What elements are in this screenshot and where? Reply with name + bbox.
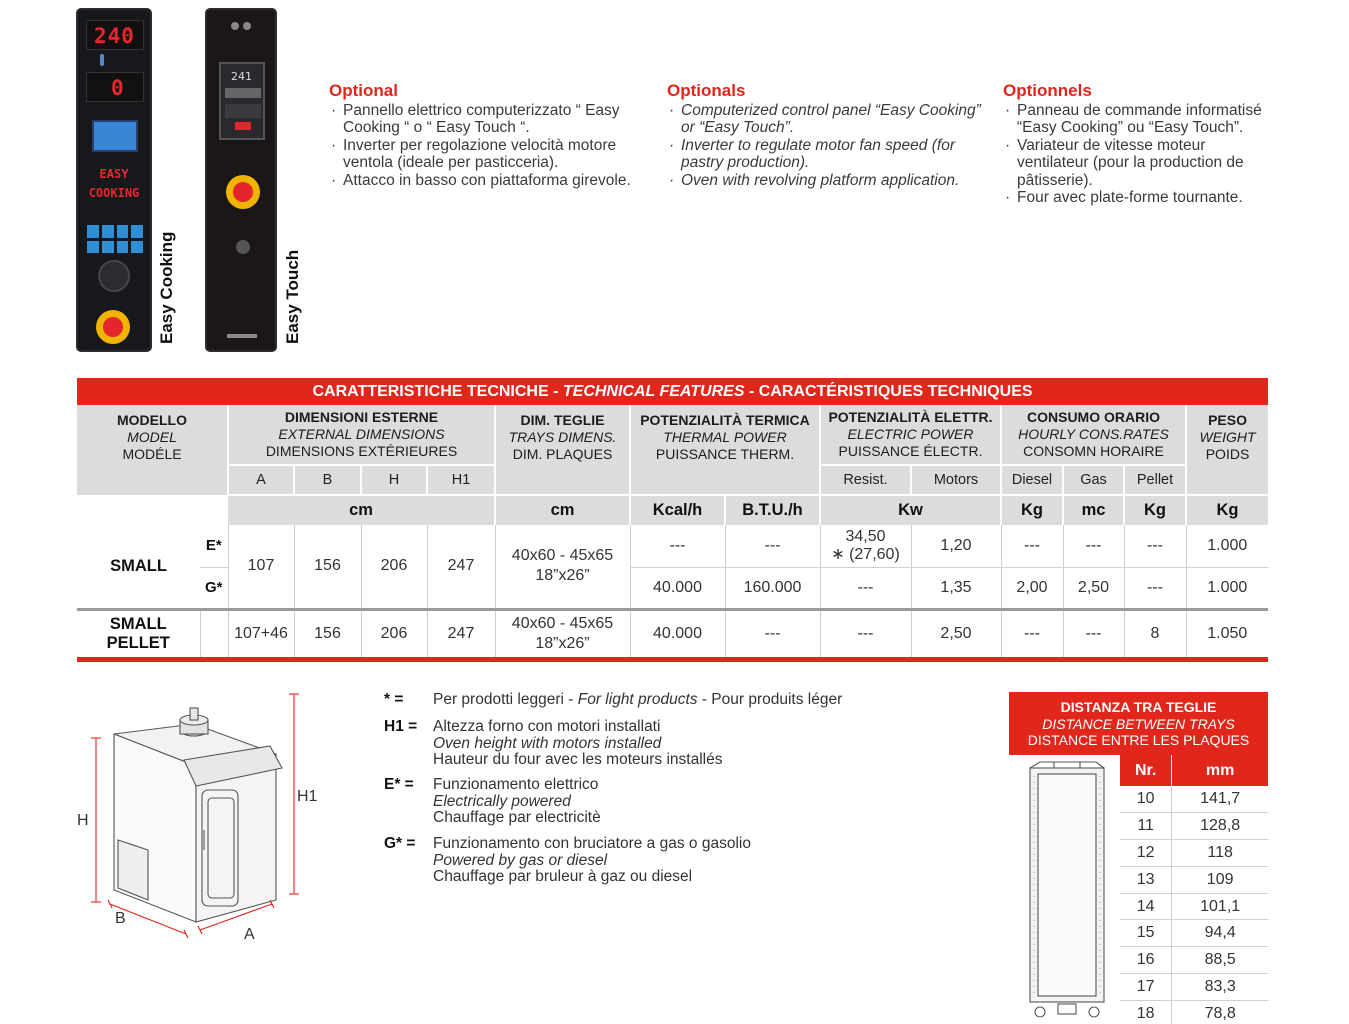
dim-a: 107+46 — [228, 609, 294, 659]
technical-features-table — [77, 378, 1268, 662]
easy-touch-panel-image — [205, 8, 277, 352]
optional-item: · Inverter to regulate motor fan speed (for pastry production). — [667, 137, 992, 172]
weight-value: 1.000 — [1186, 567, 1268, 609]
subheader-a: A — [228, 465, 294, 495]
unit-kw: Kw — [820, 495, 1001, 525]
motors-value: 1,20 — [911, 525, 1001, 567]
optional-item: · Oven with revolving platform application. — [667, 172, 992, 190]
gas-value: --- — [1063, 525, 1124, 567]
distance-table-title: DISTANZA TRA TEGLIE DISTANCE BETWEEN TRAYS DISTANCE ENTRE LES PLAQUES — [1009, 692, 1268, 755]
gas-indicator: G* — [200, 567, 228, 609]
dimension-b-label: B — [115, 910, 126, 927]
model-small-pellet: SMALL PELLET — [77, 609, 200, 659]
optional-french — [1003, 82, 1273, 207]
dimension-h1-label: H1 — [297, 788, 318, 805]
dim-h: 206 — [361, 609, 427, 659]
oven-dimension-diagram — [76, 690, 336, 943]
dim-h: 206 — [361, 525, 427, 609]
dim-b: 156 — [294, 609, 361, 659]
diesel-value: --- — [1001, 609, 1063, 659]
subheader-h1: H1 — [427, 465, 495, 495]
time-value: 0 — [111, 76, 125, 100]
unit-dimensions: cm — [228, 495, 495, 525]
unit-pellet: Kg — [1124, 495, 1186, 525]
column-header-nr: Nr. — [1120, 755, 1172, 786]
easy-cooking-label: Easy Cooking — [157, 231, 176, 344]
brand-plate — [227, 334, 257, 338]
table-row: 18 78,8 — [1120, 1000, 1268, 1024]
thermometer-icon — [100, 54, 104, 66]
gas-value: --- — [1063, 609, 1124, 659]
electric-indicator: E* — [200, 525, 228, 567]
header-external-dimensions: DIMENSIONI ESTERNE EXTERNAL DIMENSIONS DIMENSIONS EXTÉRIEURES — [228, 405, 495, 465]
btu-value: --- — [725, 609, 820, 659]
btu-value: --- — [725, 525, 820, 567]
unit-gas: mc — [1063, 495, 1124, 525]
optional-item: · Four avec plate-forme tournante. — [1003, 189, 1273, 207]
kcal-value: 40.000 — [630, 609, 725, 659]
table-row: 13 109 — [1120, 866, 1268, 893]
distance-between-trays-table — [1120, 755, 1268, 1024]
weight-value: 1.050 — [1186, 609, 1268, 659]
subheader-motors: Motors — [911, 465, 1001, 495]
optional-item: · Pannello elettrico computerizzato “ Easy Cooking “ o “ Easy Touch “. — [329, 102, 639, 137]
easy-cooking-brand: EASY COOKING — [88, 167, 140, 200]
table-row: 17 83,3 — [1120, 974, 1268, 1001]
touch-screen — [219, 62, 265, 140]
subheader-resist: Resist. — [820, 465, 911, 495]
temperature-display — [86, 20, 144, 50]
optional-italian — [329, 82, 639, 189]
optional-item: · Panneau de commande informatisé “Easy Cooking” ou “Easy Touch”. — [1003, 102, 1273, 137]
weight-value: 1.000 — [1186, 525, 1268, 567]
kcal-value: 40.000 — [630, 567, 725, 609]
easy-cooking-panel-image — [76, 8, 152, 352]
header-electric-power: POTENZIALITÀ ELETTR. ELECTRIC POWER PUISSANCE ÉLECTR. — [820, 405, 1001, 465]
touch-top-knobs — [231, 22, 253, 32]
trays-dim: 40x60 - 45x65 18”x26” — [495, 609, 630, 659]
table-row — [77, 525, 1268, 567]
motors-value: 2,50 — [911, 609, 1001, 659]
table-row: 15 94,4 — [1120, 920, 1268, 947]
tray-trolley-drawing — [1024, 760, 1110, 1024]
resist-value: --- — [820, 567, 911, 609]
optional-item: · Attacco in basso con piattaforma girevole. — [329, 172, 639, 190]
emergency-stop-button — [226, 175, 260, 209]
subheader-gas: Gas — [1063, 465, 1124, 495]
btu-value: 160.000 — [725, 567, 820, 609]
resist-value: --- — [820, 609, 911, 659]
unit-trays: cm — [495, 495, 630, 525]
motors-value: 1,35 — [911, 567, 1001, 609]
oven-drawing — [76, 690, 336, 940]
model-small: SMALL — [77, 525, 200, 609]
diesel-value: 2,00 — [1001, 567, 1063, 609]
optional-item: · Computerized control panel “Easy Cooking” or “Easy Touch”. — [667, 102, 992, 137]
table-row — [77, 609, 1268, 659]
table-row: 12 118 — [1120, 840, 1268, 867]
pellet-value: --- — [1124, 525, 1186, 567]
optional-title-fr: Optionnels — [1003, 81, 1092, 100]
time-display — [86, 72, 144, 102]
subheader-h: H — [361, 465, 427, 495]
optional-item: · Inverter per regolazione velocità motore ventola (ideale per pasticceria). — [329, 137, 639, 172]
dim-a: 107 — [228, 525, 294, 609]
trays-dim: 40x60 - 45x65 18”x26” — [495, 525, 630, 609]
dim-b: 156 — [294, 525, 361, 609]
unit-weight: Kg — [1186, 495, 1268, 525]
temperature-value: 240 — [94, 24, 135, 48]
optional-title-it: Optional — [329, 81, 398, 100]
unit-kcal: Kcal/h — [630, 495, 725, 525]
optional-item: · Variateur de vitesse moteur ventilateur (pour la production de pâtisserie). — [1003, 137, 1273, 190]
header-hourly-consumption: CONSUMO ORARIO HOURLY CONS.RATES CONSOMN HORAIRE — [1001, 405, 1186, 465]
lcd-screen — [92, 120, 138, 152]
resist-value: 34,50 ∗ (27,60) — [820, 525, 911, 567]
diesel-value: --- — [1001, 525, 1063, 567]
kcal-value: --- — [630, 525, 725, 567]
unit-diesel: Kg — [1001, 495, 1063, 525]
header-model: MODELLO MODEL MODÉLE — [77, 405, 228, 495]
subheader-pellet: Pellet — [1124, 465, 1186, 495]
header-thermal-power: POTENZIALITÀ TERMICA THERMAL POWER PUISSANCE THERM. — [630, 405, 820, 495]
optional-title-en: Optionals — [667, 81, 746, 100]
table-title: CARATTERISTICHE TECNICHE - TECHNICAL FEATURES - CARACTÉRISTIQUES TECHNIQUES — [77, 378, 1268, 405]
table-row: 10 141,7 — [1120, 786, 1268, 813]
pellet-value: 8 — [1124, 609, 1186, 659]
emergency-stop-button — [96, 310, 130, 344]
pellet-value: --- — [1124, 567, 1186, 609]
dim-h1: 247 — [427, 609, 495, 659]
subheader-diesel: Diesel — [1001, 465, 1063, 495]
gas-value: 2,50 — [1063, 567, 1124, 609]
dimension-a-label: A — [244, 926, 255, 943]
optional-english — [667, 82, 992, 189]
dimension-h-label: H — [77, 812, 89, 829]
table-row: 14 101,1 — [1120, 893, 1268, 920]
power-switch — [236, 240, 250, 254]
column-header-mm: mm — [1172, 755, 1268, 786]
keypad-buttons — [87, 225, 143, 253]
header-weight: PESO WEIGHT POIDS — [1186, 405, 1268, 495]
control-knob — [98, 260, 130, 292]
table-row: 16 88,5 — [1120, 947, 1268, 974]
table-row: 11 128,8 — [1120, 813, 1268, 840]
header-trays-dimensions: DIM. TEGLIE TRAYS DIMENS. DIM. PLAQUES — [495, 405, 630, 495]
touch-screen-temp: 241 — [231, 70, 252, 83]
unit-btu: B.T.U./h — [725, 495, 820, 525]
dim-h1: 247 — [427, 525, 495, 609]
easy-touch-label: Easy Touch — [283, 249, 302, 344]
subheader-b: B — [294, 465, 361, 495]
